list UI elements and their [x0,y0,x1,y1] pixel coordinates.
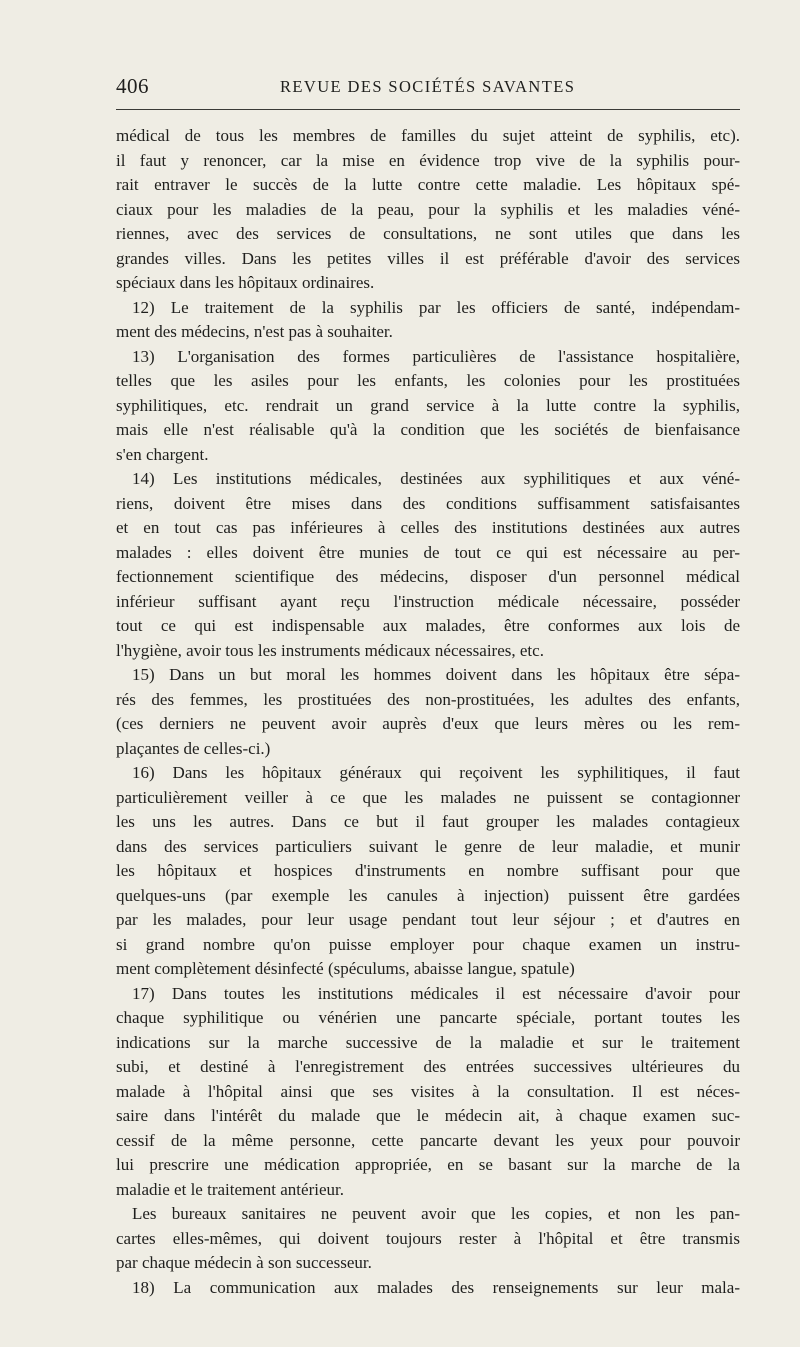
body-text [116,124,740,1300]
text-line: Les bureaux sanitaires ne peuvent avoir que les copies, et non les pan- [132,1204,740,1223]
text-line: subi, et destiné à l'enregistrement des entrées successives ultérieures du [116,1057,740,1076]
text-line: ment complètement désinfecté (spéculums, abaisse langue, spatule) [116,959,575,978]
text-line: cartes elles-mêmes, qui doivent toujours rester à l'hôpital et être transmis [116,1228,740,1248]
text-line: telles que les asiles pour les enfants, les colonies pour les prostituées [116,371,740,390]
text-line: mais elle n'est réalisable qu'à la condition que les sociétés de bienfaisance [116,420,740,439]
text-line: 14) Les institutions médicales, destinées aux syphilitiques et aux véné- [132,469,740,488]
text-line: rés des femmes, les prostituées des non-prostituées, les adultes des enfants, [116,689,740,709]
text-line: médical de tous les membres de familles du sujet atteint de syphilis, etc). [116,126,740,145]
text-line: riens, doivent être mises dans des conditions suffisamment satisfaisantes [116,493,740,513]
text-line: 12) Le traitement de la syphilis par les officiers de santé, indépendam- [132,297,740,317]
text-line: par chaque médecin à son successeur. [116,1253,372,1272]
text-line: fectionnement scientifique des médecins, disposer d'un personnel médical [116,567,740,586]
text-line: (ces derniers ne peuvent avoir auprès d'eux que leurs mères ou les rem- [116,714,740,733]
text-line: quelques-uns (par exemple les canules à injection) puissent être gardées [116,885,740,905]
text-line: maladie et le traitement antérieur. [116,1179,344,1199]
text-line: les hôpitaux et hospices d'instruments en nombre suffisant pour que [116,861,740,880]
text-line: cessif de la même personne, cette pancarte devant les yeux pour pouvoir [116,1130,740,1150]
running-title: REVUE DES SOCIÉTÉS SAVANTES [280,77,576,96]
text-line: si grand nombre qu'on puisse employer pour chaque examen un instru- [116,934,740,954]
text-line: il faut y renoncer, car la mise en évidence trop vive de la syphilis pour- [116,150,740,170]
text-line: 15) Dans un but moral les hommes doivent dans les hôpitaux être sépa- [132,665,740,684]
text-line: rait entraver le succès de la lutte contre cette maladie. Les hôpitaux spé- [116,175,740,194]
text-line: chaque syphilitique ou vénérien une pancarte spéciale, portant toutes les [116,1008,740,1027]
text-line: indications sur la marche successive de la maladie et sur le traitement [116,1032,740,1052]
text-line: syphilitiques, etc. rendrait un grand service à la lutte contre la syphilis, [116,395,740,415]
text-line: inférieur suffisant ayant reçu l'instruction médicale nécessaire, posséder [116,591,740,611]
text-line: 17) Dans toutes les institutions médicales il est nécessaire d'avoir pour [132,983,740,1003]
text-line: dans des services particuliers suivant le genre de leur maladie, et munir [116,836,740,856]
header-rule [116,109,740,110]
page-header [116,74,740,104]
text-line: riennes, avec des services de consultations, ne sont utiles que dans les [116,224,740,243]
text-line: particulièrement veiller à ce que les malades ne puissent se contagionner [116,787,740,807]
text-line: 13) L'organisation des formes particulières de l'assistance hospitalière, [132,346,740,366]
page-number: 406 [116,74,149,98]
text-line: ment des médecins, n'est pas à souhaiter. [116,322,393,341]
text-line: ciaux pour les maladies de la peau, pour la syphilis et les maladies véné- [116,199,740,219]
text-line: les uns les autres. Dans ce but il faut grouper les malades contagieux [116,812,740,831]
text-line: et en tout cas pas inférieures à celles des institutions destinées aux autres [116,518,740,537]
text-line: grandes villes. Dans les petites villes il est préférable d'avoir des services [116,248,740,268]
text-line: s'en chargent. [116,444,209,464]
text-line: par les malades, pour leur usage pendant tout leur séjour ; et d'autres en [116,910,740,929]
text-line: malades : elles doivent être munies de tout ce qui est nécessaire au per- [116,542,740,562]
text-line: 16) Dans les hôpitaux généraux qui reçoivent les syphilitiques, il faut [132,763,740,782]
text-line: tout ce qui est indispensable aux malades, être conformes aux lois de [116,616,740,635]
text-line: l'hygiène, avoir tous les instruments médicaux nécessaires, etc. [116,640,544,660]
text-line: saire dans l'intérêt du malade que le médecin ait, à chaque examen suc- [116,1106,740,1125]
text-line: plaçantes de celles-ci.) [116,738,271,758]
text-line: spéciaux dans les hôpitaux ordinaires. [116,273,375,292]
text-line: malade à l'hôpital ainsi que ses visites à la consultation. Il est néces- [116,1081,740,1101]
text-line: 18) La communication aux malades des renseignements sur leur mala- [132,1277,740,1297]
text-line: lui prescrire une médication appropriée, en se basant sur la marche de la [116,1155,740,1174]
